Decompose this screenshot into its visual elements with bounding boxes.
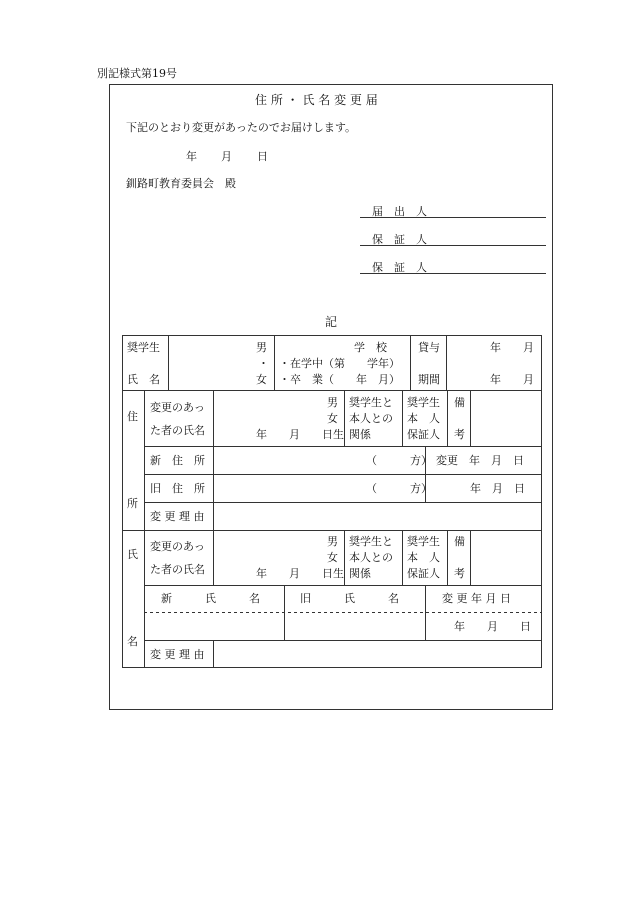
old-address-care-of: （ 方）: [366, 482, 432, 495]
new-name-header: 新 氏 名: [161, 592, 260, 605]
address-side-top: 住: [127, 410, 138, 423]
name-remarks-1: 備: [454, 535, 465, 548]
address-guarantor-2: 本 人: [407, 412, 440, 425]
address-guarantor-1: 奨学生: [407, 396, 440, 409]
student-label-bottom: 氏 名: [127, 373, 160, 386]
name-male: 男: [327, 535, 338, 548]
name-relation-1: 奨学生と: [349, 535, 393, 548]
loan-label-top: 貸与: [418, 341, 440, 354]
name-guarantor-2: 本 人: [407, 551, 440, 564]
new-address-label: 新 住 所: [150, 454, 205, 467]
student-graduated: ・卒 業（ 年 月）: [279, 373, 400, 386]
student-gender-dot: ・: [258, 357, 269, 370]
address-person-label-1: 変更のあっ: [150, 401, 205, 414]
signatory-guarantor-1: 保 証 人: [372, 233, 427, 246]
loan-end-year: 年: [490, 373, 501, 386]
loan-start-year: 年: [490, 341, 501, 354]
date-year: 年: [186, 150, 197, 163]
name-remarks-2: 考: [454, 567, 465, 580]
address-change-reason-label: 変 更 理 由: [150, 510, 205, 523]
student-enrolled: ・在学中（第 学年）: [279, 357, 400, 370]
name-guarantor-3: 保証人: [407, 567, 440, 580]
old-address-label: 旧 住 所: [150, 482, 205, 495]
date-month: 月: [221, 150, 232, 163]
address-female: 女: [327, 412, 338, 425]
student-male: 男: [256, 341, 267, 354]
address-remarks-2: 考: [454, 428, 465, 441]
address-relation-1: 奨学生と: [349, 396, 393, 409]
name-birth-date: 年 月 日生: [256, 567, 344, 580]
address-birth-date: 年 月 日生: [256, 428, 344, 441]
form-number: 別記様式第19号: [97, 67, 177, 80]
name-female: 女: [327, 551, 338, 564]
address-remarks-1: 備: [454, 396, 465, 409]
student-school: 学 校: [354, 341, 387, 354]
signatory-notifier: 届 出 人: [372, 205, 427, 218]
address-side-bottom: 所: [127, 497, 138, 510]
address-relation-3: 関係: [349, 428, 371, 441]
name-relation-2: 本人との: [349, 551, 393, 564]
signatory-guarantor-2: 保 証 人: [372, 261, 427, 274]
new-address-change-date: 変更 年 月 日: [436, 454, 524, 467]
name-person-label-2: た者の氏名: [150, 563, 205, 576]
address-person-label-2: た者の氏名: [150, 424, 205, 437]
address-relation-2: 本人との: [349, 412, 393, 425]
student-female: 女: [256, 373, 267, 386]
address-guarantor-3: 保証人: [407, 428, 440, 441]
old-name-header: 旧 氏 名: [300, 592, 399, 605]
loan-end-month: 月: [523, 373, 534, 386]
old-address-date: 年 月 日: [470, 482, 525, 495]
name-change-date-value: 年 月 日: [454, 620, 531, 633]
name-change-date-header: 変 更 年 月 日: [442, 592, 511, 605]
intro-text: 下記のとおり変更があったのでお届けします。: [126, 121, 357, 134]
recipient: 釧路町教育委員会 殿: [126, 177, 236, 190]
new-address-care-of: （ 方）: [366, 454, 432, 467]
address-male: 男: [327, 396, 338, 409]
name-side-bottom: 名: [127, 635, 138, 648]
record-marker: 記: [325, 315, 338, 329]
name-side-top: 氏: [127, 548, 138, 561]
name-change-reason-label: 変 更 理 由: [150, 648, 205, 661]
date-day: 日: [257, 150, 268, 163]
loan-start-month: 月: [523, 341, 534, 354]
name-relation-3: 関係: [349, 567, 371, 580]
loan-label-bottom: 期間: [418, 373, 440, 386]
name-person-label-1: 変更のあっ: [150, 540, 205, 553]
document-title: 住 所 ・ 氏 名 変 更 届: [255, 93, 378, 107]
name-guarantor-1: 奨学生: [407, 535, 440, 548]
student-label-top: 奨学生: [127, 341, 160, 354]
